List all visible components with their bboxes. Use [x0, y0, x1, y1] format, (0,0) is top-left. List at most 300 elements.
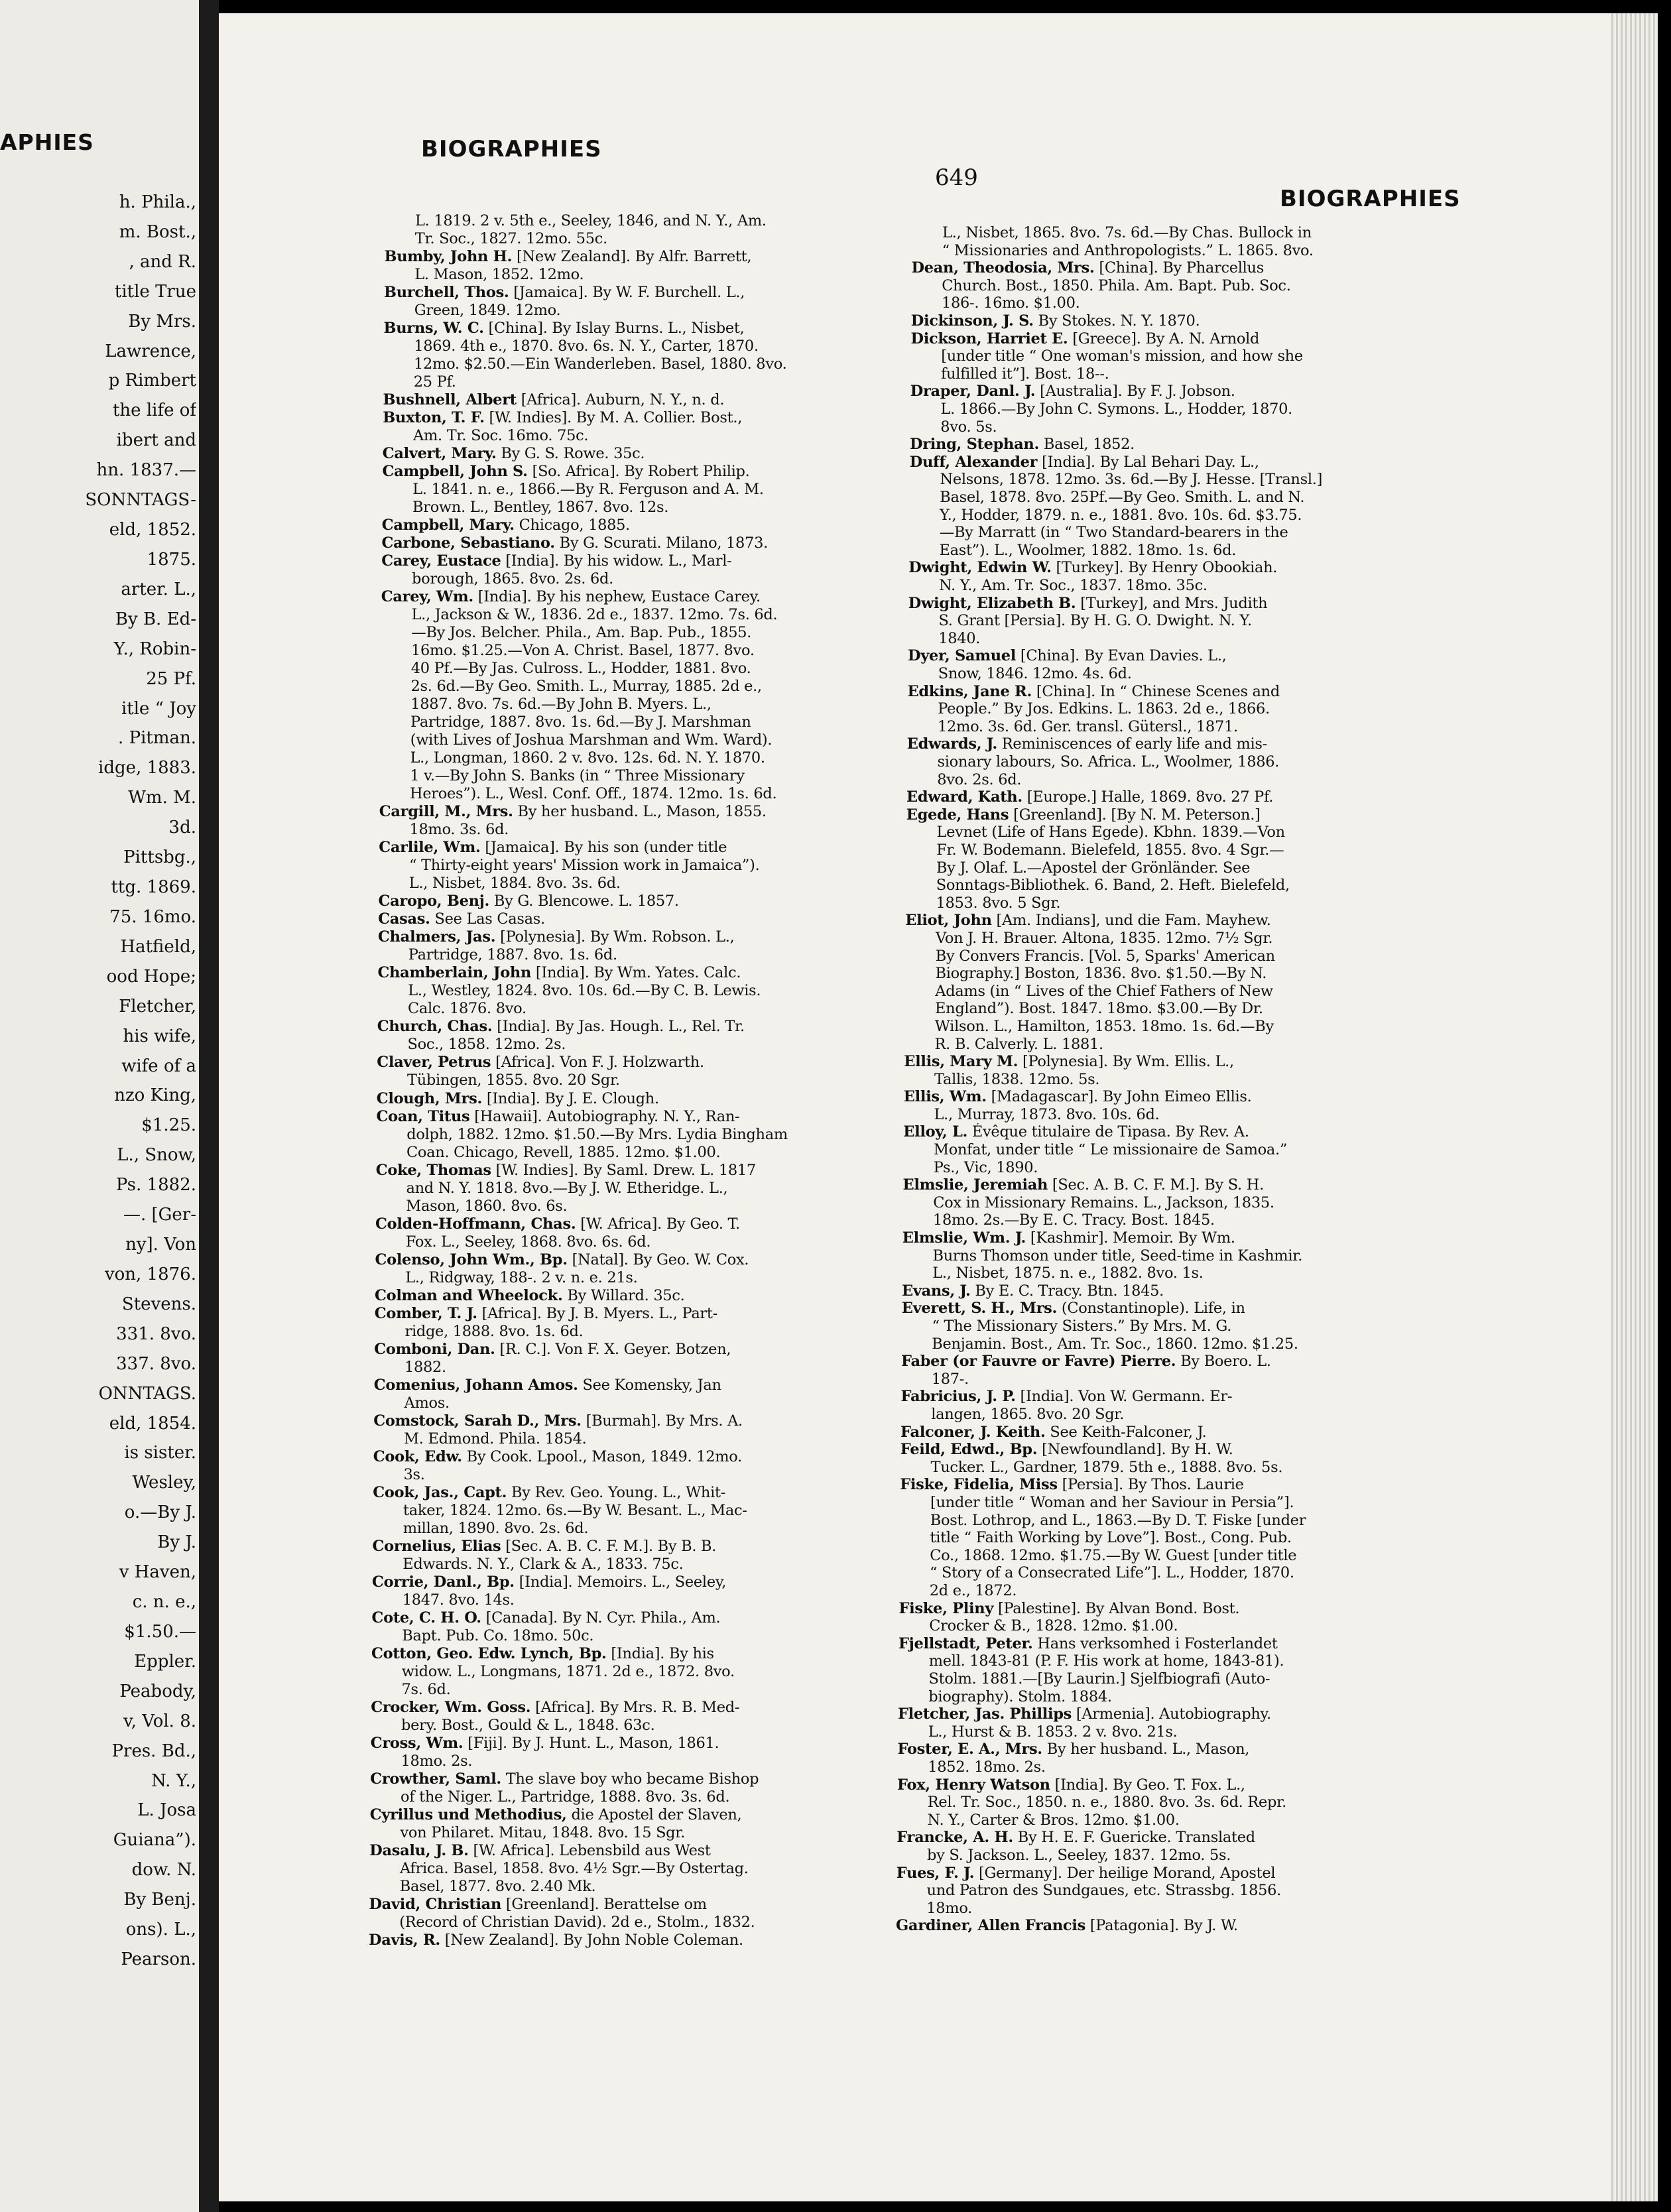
- entry-text: See Keith-Falconer, J.: [1045, 1423, 1207, 1441]
- facing-page-line: By Benj.: [123, 1890, 196, 1910]
- entry-headword: Dwight, Edwin W.: [908, 559, 1052, 577]
- entry-text: 1853. 8vo. 5 Sgr.: [936, 894, 1061, 912]
- entry-headword: Ellis, Mary M.: [904, 1053, 1019, 1071]
- entry-continuation-line: [381, 660, 918, 677]
- entry-line: [369, 1896, 906, 1913]
- entry-text: [Jamaica]. By W. F. Burchell. L.,: [509, 284, 745, 302]
- entry-text: [New Zealand]. By Alfr. Barrett,: [512, 248, 752, 266]
- entry-text: See Las Casas.: [430, 910, 545, 928]
- entry-continuation-line: [904, 1018, 1442, 1035]
- entry-headword: Comstock, Sarah D., Mrs.: [373, 1412, 582, 1430]
- entry-continuation-line: [902, 1264, 1439, 1282]
- entry-continuation-line: [377, 1036, 914, 1053]
- entry-continuation-line: [898, 1670, 1436, 1688]
- entry-text: See Komensky, Jan: [578, 1376, 721, 1394]
- entry-text: 1887. 8vo. 7s. 6d.—By John B. Myers. L.,: [410, 696, 712, 713]
- entry-continuation-line: [903, 1159, 1440, 1176]
- facing-page-line: v, Vol. 8.: [123, 1711, 196, 1731]
- entry-continuation-line: [910, 418, 1447, 436]
- entry-line: [370, 1770, 907, 1788]
- entry-text: By Boero. L.: [1176, 1353, 1271, 1371]
- entry-continuation-line: [907, 718, 1444, 735]
- entry-text: England”). Bost. 1847. 18mo. $3.00.—By Dr.: [935, 1000, 1263, 1018]
- entry-text: Bost. Lothrop, and L., 1863.—By D. T. Fiske [under: [930, 1511, 1306, 1529]
- facing-page-line: 337. 8vo.: [116, 1353, 196, 1374]
- entry-text: of the Niger. L., Partridge, 1888. 8vo. 3s. 6d.: [401, 1788, 730, 1806]
- entry-text: [Palestine]. By Alvan Bond. Bost.: [993, 1599, 1240, 1617]
- entry-text: L., Hurst & B. 1853. 2 v. 8vo. 21s.: [928, 1723, 1178, 1741]
- facing-page-line: By Mrs.: [128, 311, 196, 332]
- entry-continuation-line: [910, 365, 1448, 383]
- entry-text: 40 Pf.—By Jas. Culross. L., Hodder, 1881. 8vo.: [410, 660, 751, 678]
- entry-text: und Patron des Sundgaues, etc. Strassbg. 1856.: [926, 1882, 1281, 1900]
- entry-continuation-line: [905, 965, 1442, 982]
- entry-headword: Carlile, Wm.: [379, 839, 481, 857]
- entry-line: [898, 1741, 1435, 1758]
- entry-text: [Polynesia]. By Wm. Ellis. L.,: [1018, 1053, 1234, 1071]
- entry-text: “ Thirty-eight years' Mission work in Jamaica”).: [409, 857, 760, 875]
- entry-text: 18mo. 2s.: [401, 1752, 473, 1770]
- entry-headword: Dring, Stephan.: [910, 436, 1039, 454]
- entry-text: By H. E. F. Guericke. Translated: [1013, 1829, 1255, 1847]
- entry-headword: Coke, Thomas: [375, 1161, 491, 1179]
- entry-line: [381, 552, 918, 570]
- entry-continuation-line: [380, 749, 917, 767]
- entry-headword: Colden-Hoffmann, Chas.: [375, 1215, 576, 1233]
- entry-continuation-line: [906, 859, 1443, 877]
- entry-headword: Fiske, Pliny: [898, 1599, 994, 1617]
- entry-text: People.” By Jos. Edkins. L. 1863. 2d e., 1866.: [938, 700, 1270, 718]
- entry-continuation-line: [385, 230, 922, 247]
- entry-line: [375, 1305, 912, 1322]
- entry-text: [India]. By Geo. T. Fox. L.,: [1050, 1776, 1245, 1794]
- page-number: 649: [935, 164, 978, 191]
- entry-continuation-line: [376, 1144, 913, 1161]
- entry-line: [375, 1215, 912, 1233]
- entry-text: [China]. By Pharcellus: [1094, 259, 1264, 277]
- entry-continuation-line: [373, 1502, 910, 1519]
- entry-text: Tallis, 1838. 12mo. 5s.: [934, 1070, 1100, 1088]
- entry-text: Chicago, 1885.: [514, 517, 630, 534]
- entry-line: [369, 1842, 906, 1859]
- entry-continuation-line: [383, 373, 920, 391]
- facing-page-line: Pearson.: [121, 1949, 196, 1969]
- entry-headword: Edward, Kath.: [906, 788, 1022, 806]
- entry-text: N. Y., Am. Tr. Soc., 1837. 18mo. 35c.: [939, 576, 1207, 594]
- entry-line: [381, 588, 918, 605]
- entry-line: [376, 1162, 913, 1179]
- entry-continuation-line: [906, 894, 1443, 912]
- facing-page-line: ibert and: [116, 430, 196, 451]
- entry-headword: Carey, Eustace: [381, 552, 501, 570]
- entry-continuation-line: [370, 1824, 907, 1841]
- entry-continuation-line: [910, 471, 1447, 488]
- entry-text: [Africa]. By Mrs. R. B. Med-: [530, 1698, 740, 1716]
- entry-text: 1869. 4th e., 1870. 8vo. 6s. N. Y., Carter, 1870.: [414, 338, 759, 355]
- entry-line: [373, 1448, 910, 1465]
- entry-text: [India]. By J. E. Clough.: [482, 1089, 659, 1107]
- entry-text: [So. Africa]. By Robert Philip.: [527, 463, 750, 481]
- entry-continuation-line: [383, 427, 920, 444]
- entry-text: [R. C.]. Von F. X. Geyer. Botzen,: [495, 1340, 731, 1358]
- entry-continuation-line: [908, 612, 1446, 629]
- entry-continuation-line: [902, 1247, 1440, 1264]
- entry-headword: Calvert, Mary.: [382, 445, 497, 463]
- entry-continuation-line: [375, 1233, 912, 1251]
- entry-text: L., Murray, 1873. 8vo. 10s. 6d.: [934, 1105, 1160, 1123]
- entry-text: By Stokes. N. Y. 1870.: [1033, 312, 1200, 330]
- entry-text: Africa. Basel, 1858. 8vo. 4½ Sgr.—By Ostertag.: [400, 1859, 749, 1877]
- entry-text: 12mo. 3s. 6d. Ger. transl. Gütersl., 1871.: [938, 717, 1238, 735]
- entry-text: biography). Stolm. 1884.: [928, 1688, 1112, 1705]
- facing-page-line: von, 1876.: [104, 1264, 196, 1284]
- entry-continuation-line: [911, 277, 1448, 294]
- entry-text: 18mo. 2s.—By E. C. Tracy. Bost. 1845.: [933, 1211, 1215, 1229]
- entry-continuation-line: [908, 577, 1446, 594]
- book-page: [219, 13, 1658, 2201]
- entry-line: [379, 803, 916, 820]
- entry-headword: Fues, F. J.: [896, 1864, 975, 1882]
- facing-page-line: $1.50.—: [124, 1621, 196, 1642]
- entry-continuation-line: [906, 841, 1443, 859]
- entry-headword: Ellis, Wm.: [903, 1088, 987, 1106]
- entry-continuation-line: [377, 1072, 914, 1089]
- entry-text: Am. Tr. Soc. 16mo. 75c.: [413, 427, 589, 445]
- entry-text: and N. Y. 1818. 8vo.—By J. W. Etheridge. L.,: [406, 1179, 728, 1197]
- entry-line: [910, 454, 1447, 471]
- entry-line: [906, 788, 1444, 806]
- entry-line: [371, 1699, 908, 1716]
- entry-text: 18mo.: [926, 1899, 973, 1917]
- entry-line: [378, 928, 915, 946]
- entry-text: (with Lives of Joshua Marshman and Wm. Ward).: [410, 731, 773, 749]
- entry-headword: Crocker, Wm. Goss.: [371, 1698, 531, 1716]
- entry-line: [902, 1229, 1440, 1247]
- entry-headword: Colenso, John Wm., Bp.: [375, 1251, 568, 1268]
- facing-page-line: eld, 1854.: [109, 1413, 196, 1434]
- facing-page-line: SONNTAGS-: [85, 490, 196, 511]
- facing-page-line: 3d.: [168, 818, 196, 838]
- entry-text: by S. Jackson. L., Seeley, 1837. 12mo. 5s.: [927, 1847, 1231, 1864]
- entry-text: N. Y., Carter & Bros. 12mo. $1.00.: [927, 1811, 1180, 1829]
- entry-headword: Elmslie, Wm. J.: [902, 1229, 1026, 1247]
- facing-page-line: Peabody,: [119, 1681, 196, 1701]
- entry-text: By G. S. Rowe. 35c.: [496, 445, 645, 463]
- entry-text: Cox in Missionary Remains. L., Jackson, 1835.: [933, 1194, 1274, 1211]
- entry-text: Tucker. L., Gardner, 1879. 5th e., 1888. 8vo. 5s.: [930, 1458, 1283, 1476]
- entry-headword: Comboni, Dan.: [374, 1340, 495, 1358]
- entry-text: [Am. Indians], und die Fam. Mayhew.: [991, 912, 1271, 930]
- entry-line: [377, 1018, 914, 1035]
- book-gutter: [199, 0, 219, 2212]
- entry-line: [910, 436, 1447, 453]
- entry-continuation-line: [372, 1591, 909, 1609]
- entry-line: [911, 312, 1448, 330]
- entry-text: Coan. Chicago, Revell, 1885. 12mo. $1.00.: [406, 1143, 721, 1161]
- entry-text: L. 1819. 2 v. 5th e., Seeley, 1846, and N. Y., Am.: [415, 212, 767, 229]
- entry-text: Mason, 1860. 8vo. 6s.: [406, 1197, 568, 1215]
- facing-page-line: ttg. 1869.: [111, 877, 196, 898]
- entry-text: Basel, 1877. 8vo. 2.40 Mk.: [399, 1877, 596, 1895]
- entry-text: [Hawaii]. Autobiography. N. Y., Ran-: [469, 1107, 740, 1125]
- entry-text: L., Nisbet, 1865. 8vo. 7s. 6d.—By Chas. Bullock in: [942, 224, 1312, 241]
- facing-page-line: Guiana”).: [113, 1830, 196, 1851]
- entry-line: [898, 1705, 1435, 1723]
- facing-page-line: —. [Ger-: [123, 1205, 196, 1225]
- entry-text: [Canada]. By N. Cyr. Phila., Am.: [481, 1609, 721, 1627]
- entry-headword: Cook, Jas., Capt.: [373, 1483, 507, 1501]
- entry-headword: Dickson, Harriet E.: [910, 330, 1068, 347]
- entry-text: [Africa]. Von F. J. Holzwarth.: [491, 1054, 704, 1072]
- entry-line: [900, 1476, 1437, 1493]
- entry-text: 1 v.—By John S. Banks (in “ Three Missionary: [410, 767, 745, 785]
- entry-continuation-line: [374, 1394, 911, 1412]
- facing-page-line: ood Hope;: [106, 966, 196, 987]
- entry-line: [902, 1282, 1439, 1300]
- entry-text: [Greece]. By A. N. Arnold: [1068, 330, 1260, 347]
- entry-text: 2s. 6d.—By Geo. Smith. L., Murray, 1885. 2d e.,: [410, 678, 762, 696]
- entry-text: “ Missionaries and Anthropologists.” L. 1865. 8vo.: [942, 241, 1314, 259]
- entry-line: [382, 534, 919, 552]
- entry-headword: Feild, Edwd., Bp.: [900, 1441, 1038, 1459]
- facing-page-line: 25 Pf.: [146, 668, 196, 689]
- entry-text: Von J. H. Brauer. Altona, 1835. 12mo. 7½ Sgr.: [936, 929, 1273, 947]
- entry-text: Calc. 1876. 8vo.: [408, 1000, 526, 1018]
- entry-text: Biography.] Boston, 1836. 8vo. $1.50.—By N.: [935, 965, 1267, 983]
- entry-text: [Jamaica]. By his son (under title: [480, 839, 727, 857]
- entry-text: [under title “ One woman's mission, and how she: [941, 347, 1303, 365]
- entry-headword: Edwards, J.: [906, 735, 997, 753]
- entry-text: [Patagonia]. By J. W.: [1085, 1917, 1238, 1935]
- entry-line: [379, 892, 916, 910]
- entry-text: 1847. 8vo. 14s.: [402, 1591, 515, 1609]
- entry-continuation-line: [381, 606, 918, 623]
- entry-headword: Duff, Alexander: [909, 453, 1038, 471]
- entry-continuation-line: [377, 982, 914, 999]
- entry-text: —By Jos. Belcher. Phila., Am. Bap. Pub., 1855.: [411, 624, 752, 642]
- entry-line: [371, 1735, 908, 1752]
- entry-text: 25 Pf.: [413, 373, 456, 391]
- entry-headword: Fox, Henry Watson: [897, 1776, 1050, 1794]
- entry-text: taker, 1824. 12mo. 6s.—By W. Besant. L., Mac-: [403, 1501, 747, 1519]
- entry-text: [India]. Memoirs. L., Seeley,: [514, 1573, 727, 1591]
- entry-line: [374, 1377, 911, 1394]
- entry-text: By G. Blencowe. L. 1857.: [489, 892, 679, 910]
- entry-headword: Fjellstadt, Peter.: [898, 1634, 1033, 1652]
- entry-text: R. B. Calverly. L. 1881.: [934, 1035, 1103, 1053]
- entry-continuation-line: [383, 355, 920, 373]
- entry-continuation-line: [373, 1430, 910, 1447]
- entry-text: Nelsons, 1878. 12mo. 3s. 6d.—By J. Hesse. [Transl.]: [940, 471, 1323, 489]
- entry-continuation-line: [382, 481, 919, 498]
- entry-continuation-line: [373, 1520, 910, 1537]
- facing-page-line: Wesley,: [132, 1473, 196, 1493]
- entry-text: [Fiji]. By J. Hunt. L., Mason, 1861.: [463, 1734, 719, 1752]
- entry-continuation-line: [374, 1359, 911, 1376]
- entry-headword: Dasalu, J. B.: [369, 1841, 469, 1859]
- entry-text: 186-. 16mo. $1.00.: [942, 294, 1080, 312]
- entry-continuation-line: [896, 1900, 1433, 1917]
- entry-text: Évêque titulaire de Tipasa. By Rev. A.: [967, 1123, 1249, 1141]
- entry-text: By J. Olaf. L.—Apostel der Grönländer. See: [936, 859, 1251, 877]
- entry-line: [371, 1645, 908, 1662]
- entry-text: L., Ridgway, 188-. 2 v. n. e. 21s.: [405, 1268, 638, 1286]
- entry-text: [Turkey]. By Henry Obookiah.: [1051, 559, 1278, 577]
- entry-text: Co., 1868. 12mo. $1.75.—By W. Guest [under title: [930, 1546, 1297, 1564]
- entry-headword: Clough, Mrs.: [376, 1089, 482, 1107]
- entry-text: [India]. By Jas. Hough. L., Rel. Tr.: [492, 1018, 745, 1036]
- entry-headword: Cotton, Geo. Edw. Lynch, Bp.: [371, 1644, 607, 1662]
- entry-line: [375, 1251, 912, 1268]
- facing-page-line: the life of: [112, 400, 196, 421]
- entry-continuation-line: [903, 1141, 1440, 1158]
- facing-page-line: 75. 16mo.: [109, 906, 196, 927]
- entry-text: millan, 1890. 8vo. 2s. 6d.: [402, 1519, 589, 1537]
- entry-text: mell. 1843-81 (P. F. His work at home, 1843-81).: [928, 1652, 1284, 1670]
- entry-continuation-line: [381, 624, 918, 641]
- entry-text: Edwards. N. Y., Clark & A., 1833. 75c.: [402, 1555, 684, 1573]
- entry-headword: Caropo, Benj.: [378, 892, 490, 910]
- entry-headword: Church, Chas.: [377, 1018, 493, 1036]
- entry-text: Fr. W. Bodemann. Bielefeld, 1855. 8vo. 4 Sgr.—: [936, 841, 1284, 859]
- facing-page-line: his wife,: [123, 1026, 196, 1046]
- entry-text: 18mo. 3s. 6d.: [409, 821, 509, 839]
- entry-line: [896, 1917, 1433, 1934]
- facing-page-line: Lawrence,: [105, 341, 196, 361]
- entry-headword: Cross, Wm.: [370, 1734, 464, 1752]
- entry-line: [384, 284, 921, 301]
- entry-continuation-line: [906, 824, 1444, 841]
- entry-text: 187-.: [931, 1370, 969, 1388]
- entry-text: 16mo. $1.25.—Von A. Christ. Basel, 1877. 8vo.: [411, 642, 755, 660]
- entry-continuation-line: [910, 400, 1448, 418]
- entry-headword: Elmslie, Jeremiah: [902, 1176, 1048, 1194]
- facing-page-line: itle “ Joy: [121, 698, 196, 719]
- entry-headword: Cyrillus und Methodius,: [369, 1806, 567, 1823]
- entry-line: [385, 248, 922, 265]
- facing-page-line: Pittsbg.,: [123, 847, 196, 868]
- entry-continuation-line: [900, 1512, 1437, 1529]
- entry-text: widow. L., Longmans, 1871. 2d e., 1872. 8vo.: [401, 1662, 735, 1680]
- entry-continuation-line: [900, 1529, 1437, 1546]
- entry-line: [373, 1484, 910, 1501]
- entry-text: L. Mason, 1852. 12mo.: [414, 266, 584, 284]
- entry-continuation-line: [379, 857, 916, 874]
- entry-text: “ Story of a Consecrated Life”]. L., Hodder, 1870.: [930, 1564, 1294, 1582]
- entry-text: 1840.: [938, 629, 981, 647]
- facing-page-line: v Haven,: [119, 1562, 196, 1583]
- entry-line: [377, 1090, 914, 1107]
- entry-continuation-line: [908, 630, 1445, 647]
- entry-line: [906, 806, 1444, 824]
- facing-page-line: arter. L.,: [121, 579, 196, 599]
- entry-continuation-line: [900, 1459, 1438, 1476]
- facing-page-line: 331. 8vo.: [116, 1323, 196, 1344]
- entry-text: 1852. 18mo. 2s.: [928, 1758, 1046, 1776]
- entry-continuation-line: [907, 700, 1444, 717]
- entry-text: —By Marratt (in “ Two Standard-bearers in the: [939, 524, 1288, 542]
- entry-text: Partridge, 1887. 8vo. 1s. 6d.—By J. Marshman: [410, 713, 751, 731]
- entry-continuation-line: [381, 678, 918, 695]
- entry-continuation-line: [384, 266, 921, 283]
- entry-text: 8vo. 5s.: [940, 418, 997, 436]
- entry-text: Tr. Soc., 1827. 12mo. 55c.: [414, 230, 607, 247]
- entry-continuation-line: [375, 1269, 912, 1286]
- entry-line: [899, 1600, 1436, 1617]
- entry-headword: Dickinson, J. S.: [910, 312, 1034, 330]
- entry-line: [912, 259, 1449, 276]
- entry-text: “ The Missionary Sisters.” By Mrs. M. G.: [932, 1318, 1232, 1335]
- entry-text: L., Nisbet, 1884. 8vo. 3s. 6d.: [408, 875, 621, 892]
- entry-continuation-line: [905, 930, 1442, 947]
- entry-text: [Sec. A. B. C. F. M.]. By S. H.: [1048, 1176, 1264, 1194]
- entry-continuation-line: [904, 1071, 1441, 1088]
- entry-continuation-line: [376, 1126, 913, 1143]
- entry-continuation-line: [899, 1547, 1436, 1564]
- entry-text: [India]. By his: [606, 1644, 714, 1662]
- entry-continuation-line: [382, 499, 919, 516]
- entry-text: von Philaret. Mitau, 1848. 8vo. 15 Sgr.: [400, 1823, 686, 1841]
- entry-line: [382, 517, 919, 534]
- entry-continuation-line: [901, 1371, 1438, 1388]
- entry-text: Wilson. L., Hamilton, 1853. 18mo. 1s. 6d.—By: [934, 1017, 1274, 1035]
- entry-text: [India]. By his nephew, Eustace Carey.: [473, 588, 761, 606]
- entry-continuation-line: [379, 875, 916, 892]
- facing-page-line: L., Snow,: [117, 1145, 196, 1166]
- entry-continuation-line: [904, 1000, 1442, 1017]
- entry-continuation-line: [377, 1000, 914, 1017]
- entry-text: [India]. By Wm. Yates. Calc.: [531, 964, 741, 982]
- entry-text: fulfilled it”]. Bost. 18--.: [941, 365, 1109, 383]
- entry-text: Burns Thomson under title, Seed-time in Kashmir.: [932, 1247, 1303, 1264]
- page-edge: [1611, 13, 1658, 2201]
- entry-headword: Comenius, Johann Amos.: [373, 1376, 578, 1394]
- entry-line: [905, 912, 1442, 929]
- entry-text: (Record of Christian David). 2d e., Stolm., 1832.: [399, 1913, 755, 1931]
- entry-text: Rel. Tr. Soc., 1850. n. e., 1880. 8vo. 3s. 6d. Repr.: [927, 1794, 1286, 1812]
- entry-continuation-line: [912, 224, 1449, 241]
- facing-page-line: h. Phila.,: [119, 192, 196, 212]
- facing-page-line: Wm. M.: [128, 788, 196, 808]
- entry-continuation-line: [371, 1627, 908, 1644]
- entry-continuation-line: [897, 1847, 1434, 1864]
- entry-continuation-line: [899, 1564, 1436, 1581]
- entry-text: Ps., Vic, 1890.: [933, 1158, 1038, 1176]
- entry-continuation-line: [904, 983, 1442, 1000]
- entry-text: bery. Bost., Gould & L., 1848. 63c.: [401, 1716, 655, 1734]
- entry-continuation-line: [906, 771, 1444, 788]
- entry-continuation-line: [385, 212, 922, 229]
- entry-line: [369, 1932, 906, 1949]
- facing-page-line: ONNTAGS.: [98, 1383, 196, 1404]
- entry-headword: Falconer, J. Keith.: [900, 1423, 1046, 1441]
- facing-page-line: Stevens.: [121, 1294, 196, 1314]
- entry-text: [W. Africa]. By Geo. T.: [576, 1215, 740, 1233]
- facing-page-line: c. n. e.,: [132, 1592, 196, 1613]
- facing-page-line: Ps. 1882.: [115, 1175, 196, 1196]
- entry-text: Sonntags-Bibliothek. 6. Band, 2. Heft. Bielefeld,: [936, 877, 1290, 894]
- entry-headword: Draper, Danl. J.: [910, 383, 1036, 400]
- entry-headword: Comber, T. J.: [374, 1304, 477, 1322]
- facing-page-line: dow. N.: [131, 1860, 196, 1880]
- entry-continuation-line: [897, 1758, 1434, 1776]
- entry-text: Bapt. Pub. Co. 18mo. 50c.: [402, 1627, 594, 1644]
- facing-page-line: . Pitman.: [118, 728, 196, 749]
- entry-line: [377, 1054, 914, 1071]
- entry-text: Brown. L., Bentley, 1867. 8vo. 12s.: [412, 499, 669, 517]
- entry-line: [378, 910, 915, 928]
- entry-text: [Kashmir]. Memoir. By Wm.: [1025, 1229, 1235, 1247]
